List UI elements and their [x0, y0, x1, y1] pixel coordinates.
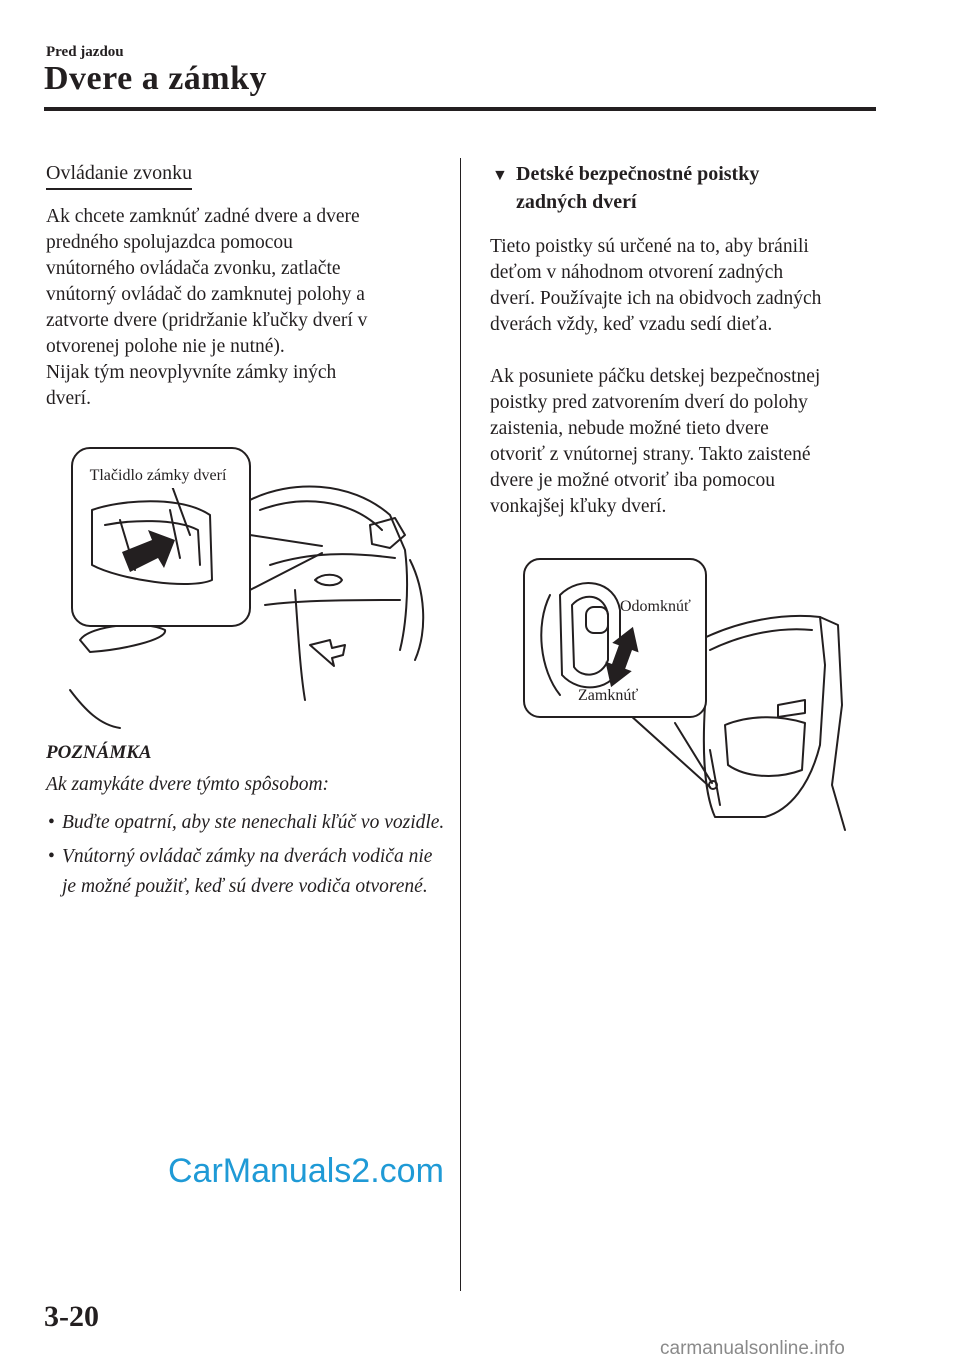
page-number: 3-20 — [44, 1300, 99, 1333]
text-line: Nijak tým neovplyvníte zámky iných — [46, 362, 337, 383]
fender-line — [410, 560, 423, 660]
door-handle-icon — [315, 575, 342, 586]
paragraph-child-lock-usage — [490, 364, 890, 520]
figure-label-lock: Zamknúť — [578, 687, 639, 704]
triangle-bullet-icon: ▼ — [492, 167, 508, 184]
text-line: poistky pred zatvorením dverí do polohy — [490, 392, 808, 413]
text-line: vonkajšej kľuky dverí. — [490, 496, 667, 517]
text-line: dverí. — [46, 388, 91, 409]
column-divider — [460, 158, 461, 1291]
text-line: Ak posuniete páčku detskej bezpečnostnej — [490, 366, 821, 387]
press-arrow-small-icon — [310, 640, 345, 666]
text-line: dvere je možné otvoriť iba pomocou — [490, 470, 776, 491]
door-latch-line — [710, 750, 720, 805]
leader-line — [675, 723, 712, 783]
note-item — [46, 808, 446, 838]
text-line: deťom v náhodnom otvorení zadných — [490, 262, 784, 283]
window-line — [260, 501, 382, 530]
right-column — [490, 160, 890, 520]
paragraph-child-lock-purpose — [490, 234, 890, 338]
inner-door-handle-icon — [778, 700, 805, 717]
leader-line — [250, 553, 322, 590]
body-crease — [265, 600, 400, 605]
leader-line — [630, 715, 710, 787]
leader-line — [250, 535, 322, 546]
section-label: Pred jazdou — [46, 44, 124, 60]
text-line: Ak chcete zamknúť zadné dvere a dvere — [46, 206, 360, 227]
footer-site-link[interactable]: carmanualsonline.info — [660, 1338, 845, 1359]
note-lead: Ak zamykáte dvere týmto spôsobom: — [46, 774, 330, 795]
text-line: dverách vždy, keď vzadu sedí dieťa. — [490, 314, 773, 335]
text-line: zatvorte dvere (pridržanie kľučky dverí v — [46, 310, 368, 331]
paragraph-other-locks — [46, 360, 446, 412]
heading-line: Detské bezpečnostné poistky — [516, 163, 760, 185]
door-edge — [295, 590, 305, 700]
bullet-icon: • — [48, 846, 55, 867]
title-rule — [44, 107, 876, 111]
bullet-icon: • — [48, 812, 55, 833]
note-list — [46, 808, 446, 906]
heading-line: zadných dverí — [516, 191, 637, 213]
note-item — [46, 842, 446, 902]
figure-label-unlock: Odomknúť — [620, 598, 691, 615]
page-title: Dvere a zámky — [44, 60, 268, 97]
heading-child-safety-locks — [490, 160, 890, 216]
watermark: CarManuals2.com — [168, 1152, 444, 1190]
belt-line — [270, 554, 395, 565]
handle-detail-icon — [80, 625, 165, 652]
door-lock-figure — [60, 440, 440, 730]
window-frame-line — [710, 629, 812, 650]
figure-label-lock-button: Tlačidlo zámky dverí — [89, 467, 227, 484]
text-line: dverí. Používajte ich na obidvoch zadných — [490, 288, 822, 309]
note-item-text: Vnútorný ovládač zámky na dverách vodiča nie je možné použiť, keď sú dvere vodiča otvorené. — [62, 846, 433, 897]
text-line: zaistenia, nebude možné tieto dvere — [490, 418, 769, 439]
text-line: otvoriť z vnútornej strany. Takto zaistené — [490, 444, 811, 465]
child-lock-figure — [520, 555, 850, 840]
note-item-text: Buďte opatrní, aby ste nenechali kľúč vo vozidle. — [62, 812, 445, 833]
text-line: vnútorného ovládača zvonku, zatlačte — [46, 258, 341, 279]
car-roof-line — [250, 486, 407, 650]
note-title: POZNÁMKA — [46, 742, 152, 763]
text-line: vnútorný ovládač do zamknutej polohy a — [46, 284, 365, 305]
text-line: otvorenej polohe nie je nutné). — [46, 336, 285, 357]
subheading-exterior-control: Ovládanie zvonku — [46, 160, 192, 190]
door-panel-icon — [725, 717, 805, 776]
text-line: Tieto poistky sú určené na to, aby bránili — [490, 236, 809, 257]
text-line: predného spolujazdca pomocou — [46, 232, 293, 253]
left-column — [46, 160, 446, 412]
mirror-icon — [370, 518, 405, 548]
floor-line — [70, 690, 120, 728]
paragraph-lock-instructions — [46, 204, 446, 360]
